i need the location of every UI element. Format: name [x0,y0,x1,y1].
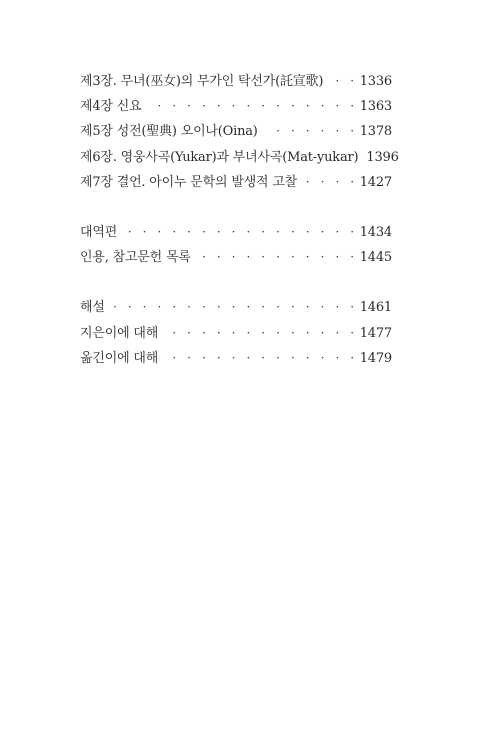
toc-entry-title: 대역편 [80,224,118,240]
toc-group-chapters [80,70,399,196]
dot-leader [197,250,358,264]
toc-entry-chapter-3 [80,70,392,95]
dot-leader [123,225,358,239]
dot-leader [111,300,358,314]
toc-group-translation [80,221,392,271]
dot-leader [164,326,358,340]
toc-entry-page: 1434 [359,224,392,240]
toc-entry-title: 제4장 신요 [80,99,142,115]
toc-entry-title: 해설 [80,300,105,316]
dot-leader [147,99,357,113]
toc-entry-about-author [80,322,392,347]
toc-entry-references [80,246,392,271]
toc-entry-title: 제3장. 무녀(巫女)의 무가인 탁선가(託宣歌) [80,74,324,89]
toc-entry-page: 1479 [359,350,392,366]
table-of-contents [80,70,399,397]
toc-entry-title: 옮긴이에 대해 [80,350,159,366]
toc-entry-title: 제6장. 영웅사곡(Yukar)과 부녀사곡(Mat-yukar) [80,149,359,165]
toc-entry-about-translator [80,347,392,372]
dot-leader [264,124,358,138]
toc-entry-title: 인용, 참고문헌 목록 [80,250,191,266]
toc-entry-page: 1378 [359,124,392,140]
toc-entry-chapter-5 [80,120,392,145]
toc-entry-title: 지은이에 대해 [80,325,159,341]
toc-entry-commentary [80,296,392,321]
toc-entry-title: 제5장 성전(聖典) 오이나(Oina) [80,124,258,140]
toc-entry-chapter-7 [80,171,392,196]
toc-entry-page: 1461 [359,300,392,316]
toc-entry-page: 1396 [366,149,399,165]
dot-leader [303,175,358,189]
toc-entry-page: 1363 [359,99,392,115]
toc-entry-page: 1427 [359,174,392,190]
toc-entry-chapter-6 [80,146,399,171]
dot-leader [329,74,357,88]
toc-entry-title: 제7장 결언. 아이누 문학의 발생적 고찰 [80,174,298,190]
dot-leader [164,351,358,365]
toc-entry-page: 1336 [359,74,392,89]
toc-entry-translation [80,221,392,246]
toc-entry-chapter-4 [80,95,392,120]
toc-entry-page: 1477 [359,325,392,341]
toc-group-appendix [80,296,392,372]
toc-entry-page: 1445 [359,250,392,266]
